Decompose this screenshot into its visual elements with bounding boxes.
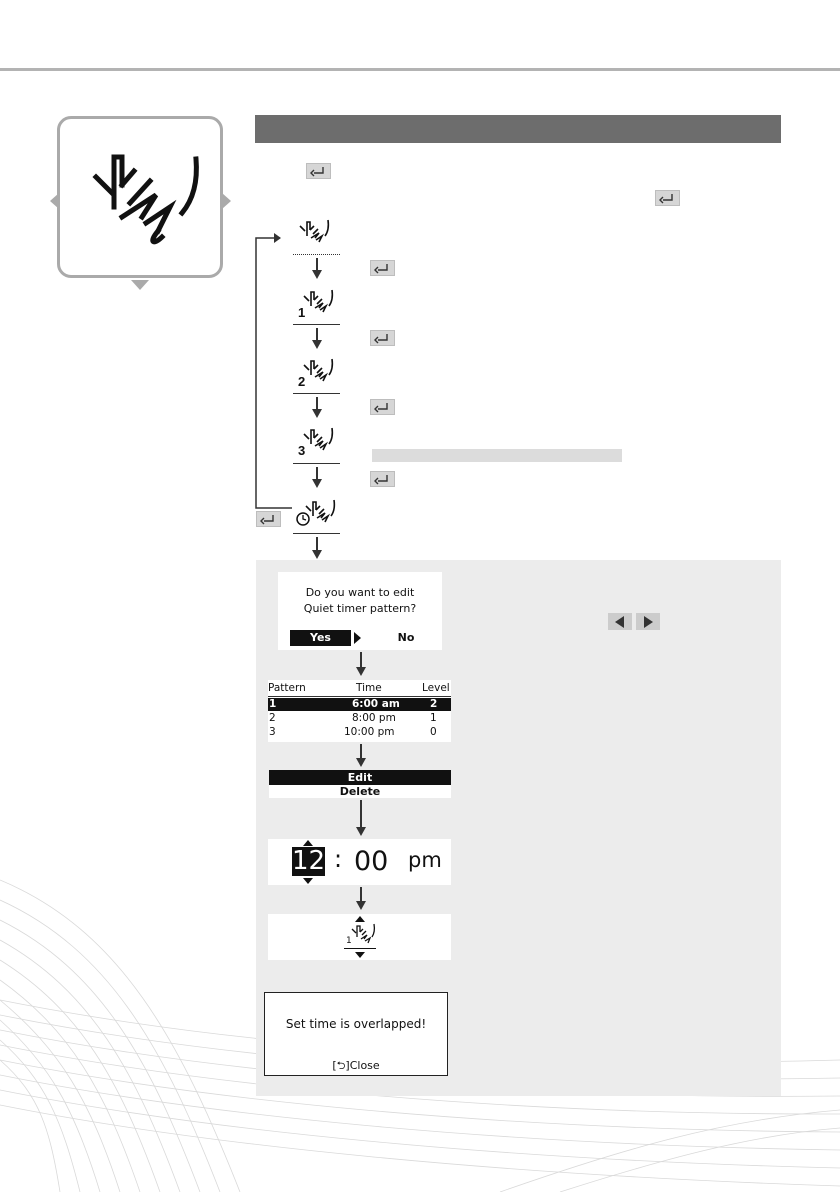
no-button[interactable]: No: [397, 631, 415, 644]
flow-arrow-line: [316, 397, 318, 409]
time-separator: :: [334, 845, 343, 873]
dialog-question-line1: Do you want to edit: [305, 586, 415, 599]
enter-key-icon: [256, 511, 281, 527]
selection-pointer-icon: [354, 632, 361, 644]
flow-arrow-line: [360, 800, 362, 827]
cell-time: 8:00 pm: [352, 712, 396, 724]
enter-key-icon: [370, 471, 395, 487]
edit-confirm-dialog: [278, 572, 442, 650]
decrease-arrow-icon[interactable]: [303, 878, 313, 884]
left-nav-arrow-icon: [50, 193, 59, 209]
pattern-number: 2: [298, 374, 306, 389]
column-header-pattern: Pattern: [268, 682, 306, 694]
cell-pattern: 2: [269, 712, 276, 724]
flow-arrow-line: [316, 258, 318, 270]
flow-arrow-line: [360, 887, 362, 901]
delete-menu-item[interactable]: Delete: [339, 785, 381, 798]
flow-arrow-head: [356, 758, 366, 767]
flow-arrow-head: [356, 901, 366, 910]
flow-arrow-head: [356, 827, 366, 836]
flow-arrow-line: [360, 652, 362, 667]
level-number: 1: [346, 936, 352, 946]
time-setting-screen: [268, 839, 451, 885]
quiet-mode-small-icon: [296, 216, 336, 248]
enter-key-icon: [306, 163, 331, 179]
step-divider: [293, 324, 340, 325]
table-row[interactable]: [268, 698, 451, 711]
yes-button[interactable]: Yes: [290, 630, 351, 646]
quiet-hand-icon: [60, 119, 220, 275]
table-row[interactable]: [268, 712, 451, 725]
cell-level: 0: [430, 726, 437, 738]
cell-level: 2: [430, 698, 438, 710]
dialog-question-line2: Quiet timer pattern?: [303, 602, 417, 615]
pattern-3-step: [294, 426, 342, 462]
decrease-arrow-icon[interactable]: [355, 952, 365, 958]
flow-arrow-head: [312, 270, 322, 279]
pattern-1-step: [294, 288, 342, 324]
pattern-number: 3: [298, 443, 306, 458]
section-header-bar: [255, 115, 781, 143]
enter-key-icon: [370, 330, 395, 346]
enter-key-icon: [370, 399, 395, 415]
edit-menu-item[interactable]: Edit: [269, 770, 451, 785]
step-divider: [293, 463, 340, 464]
enter-key-icon: [655, 190, 680, 206]
level-underline: [344, 948, 376, 949]
table-header-row: [268, 682, 451, 695]
cell-pattern: 3: [269, 726, 276, 738]
hour-value[interactable]: 12: [292, 846, 326, 876]
highlight-strip: [372, 449, 622, 462]
flow-arrow-head: [312, 340, 322, 349]
enter-key-icon: [370, 260, 395, 276]
down-nav-arrow-icon: [131, 280, 149, 290]
timer-step: [294, 498, 344, 534]
overlap-message: Set time is overlapped!: [285, 1017, 427, 1031]
mode-icon-card: [57, 116, 223, 278]
increase-arrow-icon[interactable]: [355, 916, 365, 922]
column-header-time: Time: [356, 682, 382, 694]
dotted-divider: [293, 254, 340, 255]
cell-time: 6:00 am: [352, 698, 400, 710]
flow-arrow-head: [312, 479, 322, 488]
cell-pattern: 1: [269, 698, 277, 710]
top-divider-line: [0, 68, 840, 71]
step-divider: [293, 533, 340, 534]
flow-arrow-line: [316, 537, 318, 550]
table-header-divider: [268, 696, 451, 697]
flow-arrow-head: [356, 667, 366, 676]
action-menu: [269, 770, 451, 798]
minute-value: 00: [354, 846, 389, 877]
flow-arrow-head: [312, 409, 322, 418]
cell-time: 10:00 pm: [344, 726, 395, 738]
table-row[interactable]: [268, 726, 451, 739]
step-divider: [293, 393, 340, 394]
flow-arrow-line: [316, 328, 318, 340]
pattern-2-step: [294, 357, 342, 393]
ampm-value: pm: [408, 848, 442, 872]
flow-arrow-line: [360, 744, 362, 758]
level-setting-screen: [268, 914, 451, 960]
column-header-level: Level: [422, 682, 450, 694]
close-button[interactable]: [⮌]Close: [332, 1059, 380, 1072]
overlap-warning-dialog: [264, 992, 448, 1076]
pattern-number: 1: [298, 305, 306, 320]
right-nav-arrow-icon: [222, 193, 231, 209]
flow-arrow-head: [312, 550, 322, 559]
flow-arrow-line: [316, 467, 318, 479]
cell-level: 1: [430, 712, 437, 724]
right-arrow-key-icon: [636, 613, 660, 630]
left-arrow-key-icon: [608, 613, 632, 630]
pattern-list-screen: [268, 680, 451, 742]
